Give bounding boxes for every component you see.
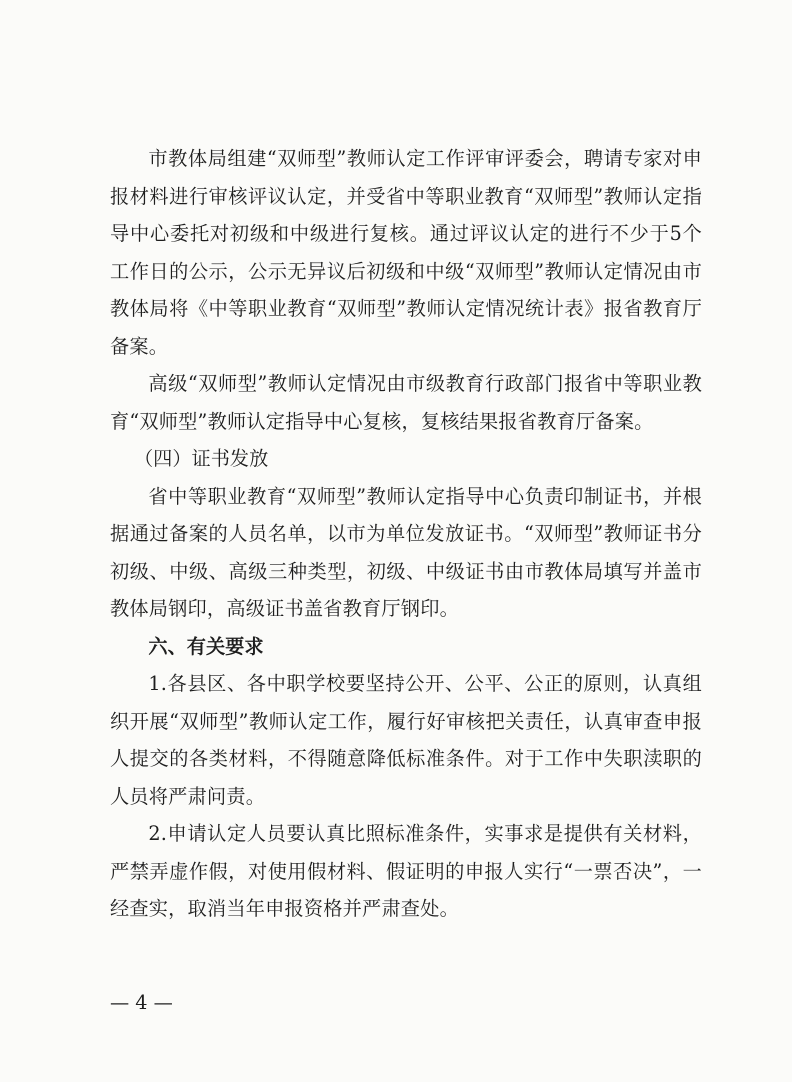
- section-heading-requirements: 六、有关要求: [148, 634, 264, 658]
- requirement-item-2: 2.申请认定人员要认真比照标准条件，实事求是提供有关材料，严禁弄虚作假，对使用假材料、假证明的申报人实行“一票否决”，一经查实，取消当年申报资格并严肃查处。: [110, 822, 702, 920]
- page-number: — 4 —: [110, 991, 173, 1014]
- requirement-item-1: 1.各县区、各中职学校要坚持公开、公平、公正的原则，认真组织开展“双师型”教师认定工作，履行好审核把关责任，认真审查申报人提交的各类材料，不得随意降低标准条件。对于工作中失职渎职的人员将严肃问责。: [110, 672, 702, 808]
- paragraph-certificate-issuance: 省中等职业教育“双师型”教师认定指导中心负责印制证书，并根据通过备案的人员名单，以市为单位发放证书。“双师型”教师证书分初级、中级、高级三种类型，初级、中级证书由市教体局填写并盖市教体局钢印，高级证书盖省教育厅钢印。: [110, 484, 702, 620]
- paragraph-review-committee: 市教体局组建“双师型”教师认定工作评审评委会，聘请专家对申报材料进行审核评议认定，并受省中等职业教育“双师型”教师认定指导中心委托对初级和中级进行复核。通过评议认定的进行不少于5个工作日的公示，公示无异议后初级和中级“双师型”教师认定情况由市教体局将《中等职业教育“双师型”教师认定情况统计表》报省教育厅备案。: [110, 147, 702, 358]
- paragraph-senior-review: 高级“双师型”教师认定情况由市级教育行政部门报省中等职业教育“双师型”教师认定指导中心复核，复核结果报省教育厅备案。: [110, 372, 702, 433]
- subheading-certificate-issuance: （四）证书发放: [134, 447, 269, 470]
- document-body: [110, 140, 702, 928]
